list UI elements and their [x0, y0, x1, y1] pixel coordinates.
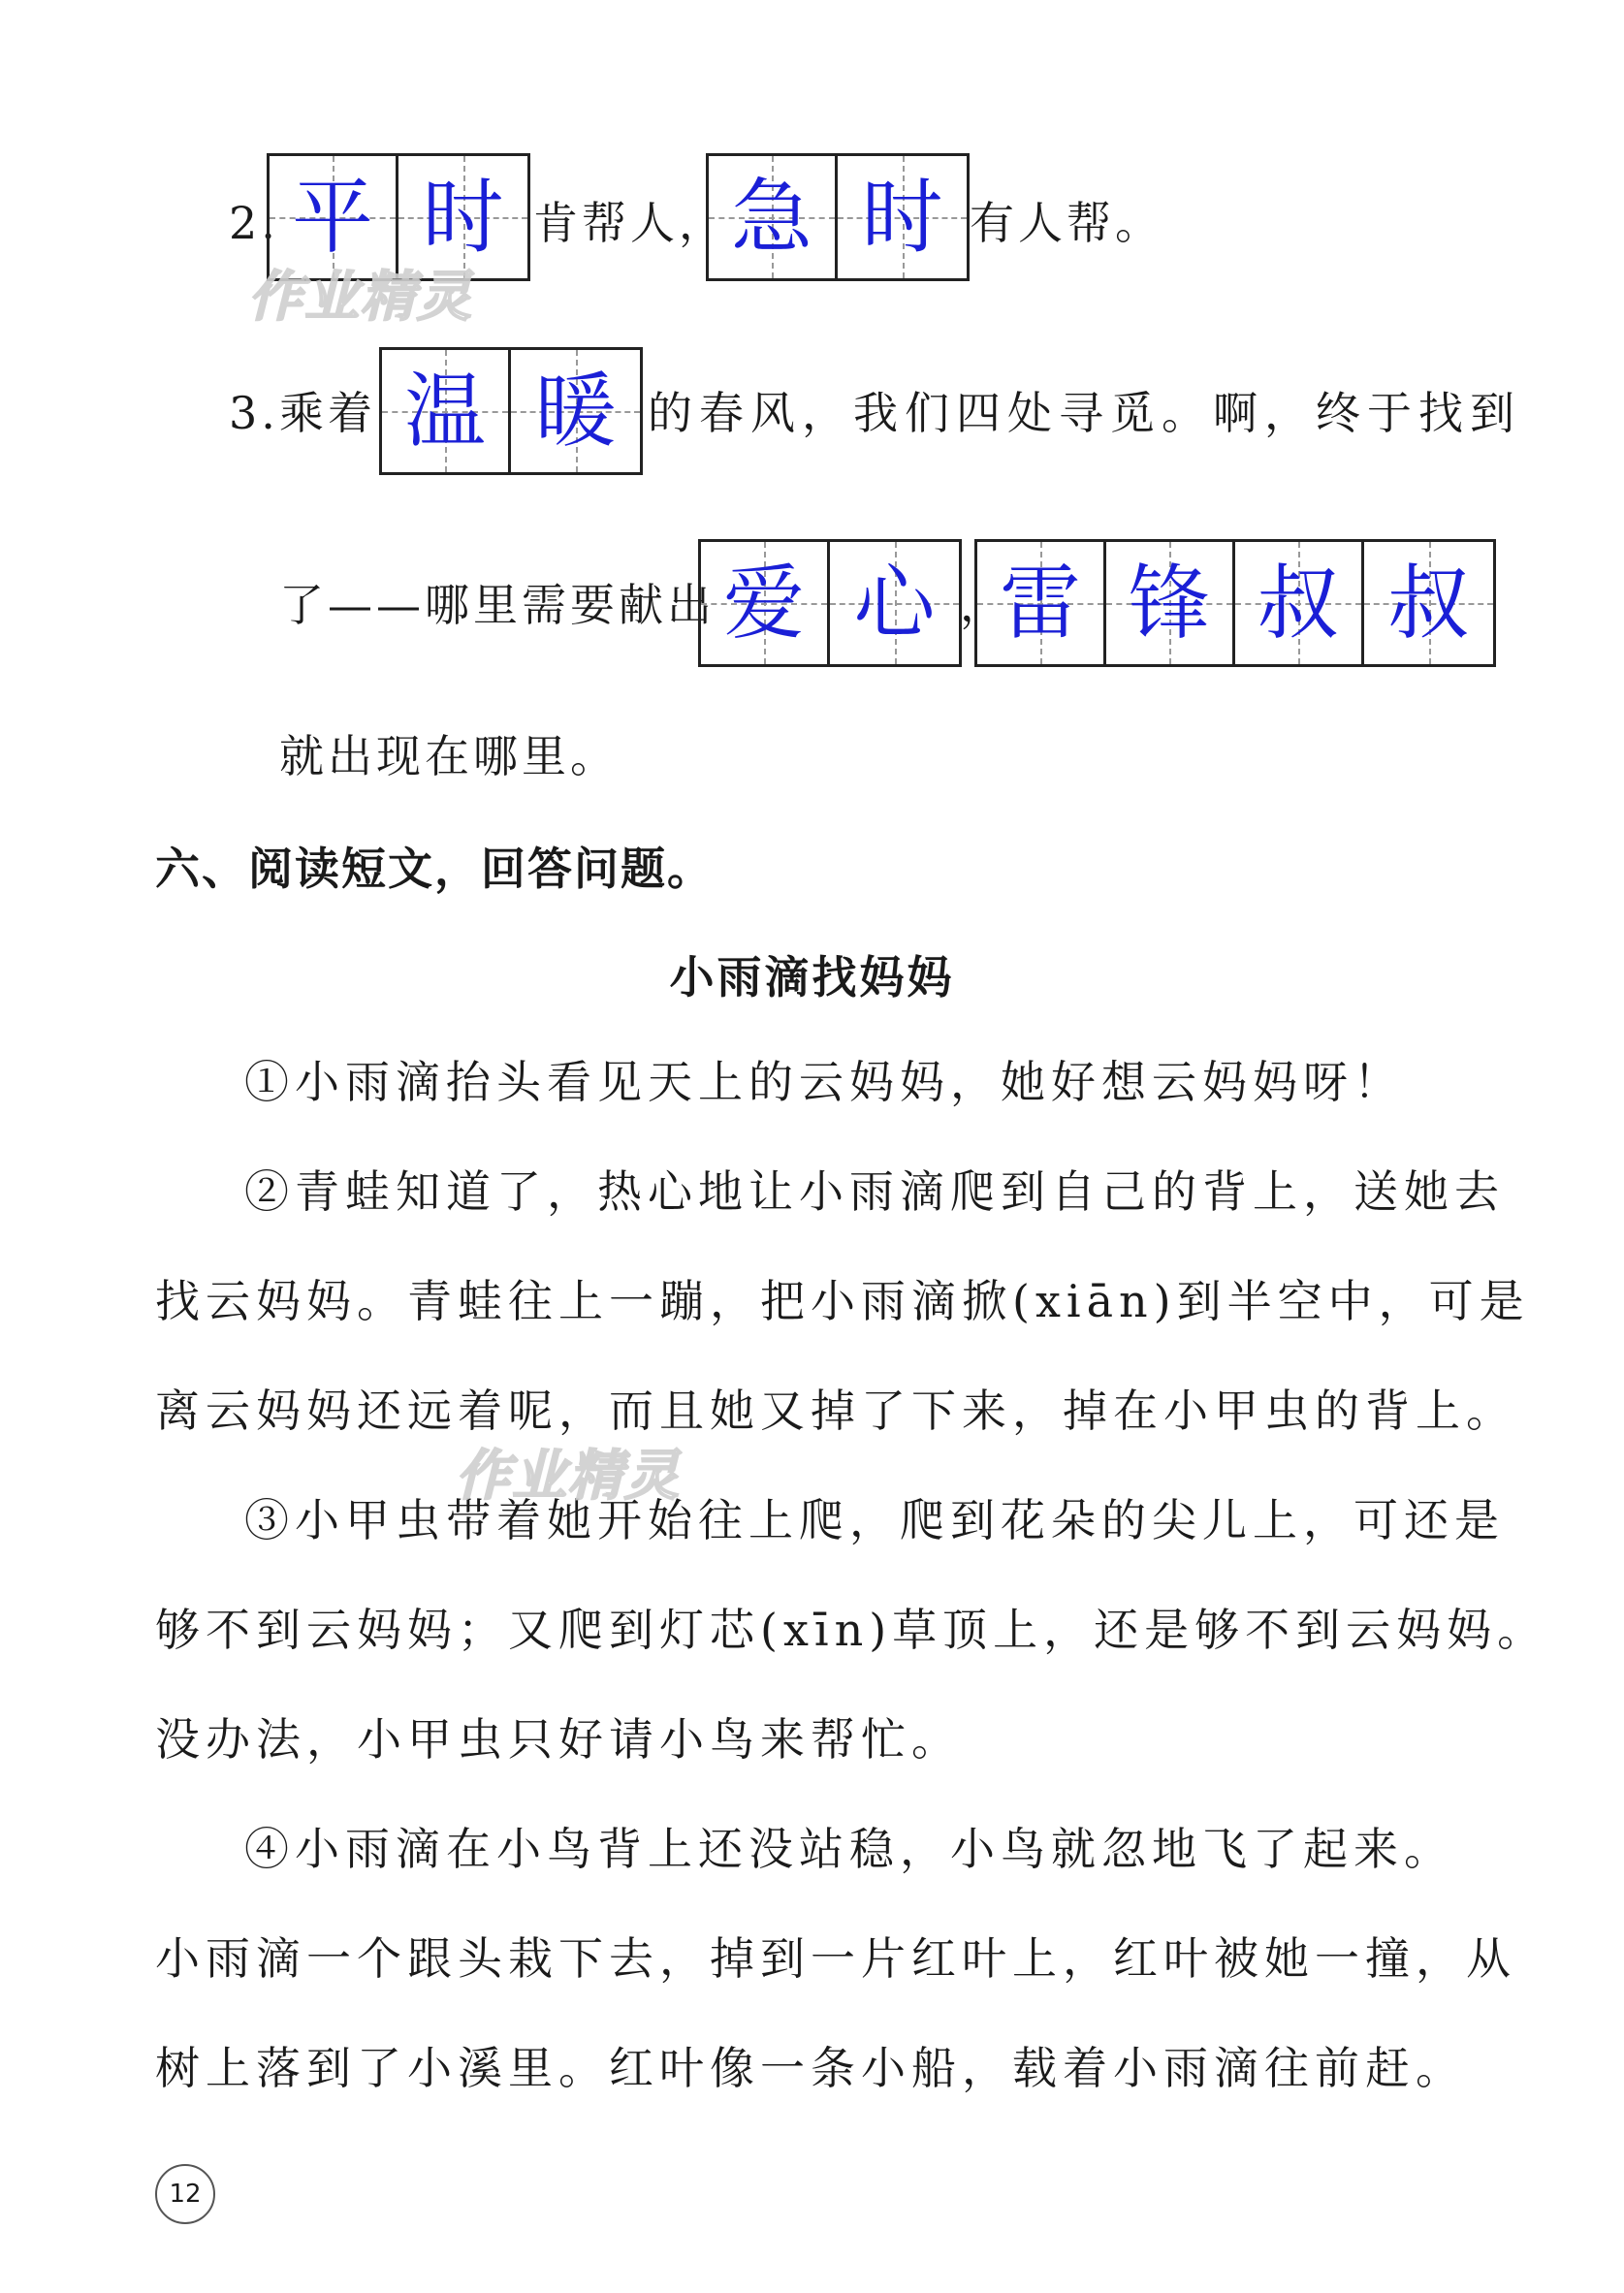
answer-cell: [1106, 542, 1235, 664]
answer-char: 叔: [1387, 556, 1470, 651]
passage-line: ④小雨滴在小鸟背上还没站稳，小鸟就忽地飞了起来。: [244, 1823, 1454, 1875]
answer-char: 雷: [999, 556, 1081, 651]
section-heading: 六、阅读短文，回答问题。: [155, 843, 714, 895]
passage-line: 没办法，小甲虫只好请小鸟来帮忙。: [155, 1713, 962, 1766]
answer-char: 时: [422, 170, 504, 265]
q3-answer-grid-3: [974, 539, 1496, 667]
q2-end-text: 有人帮。: [970, 197, 1163, 249]
answer-cell: [709, 156, 838, 278]
q3-prefix: 乘着: [279, 387, 376, 439]
q3-comma: ，: [960, 579, 1008, 631]
q3-line3: 就出现在哪里。: [279, 730, 619, 782]
answer-char: 急: [730, 170, 812, 265]
passage-line: ②青蛙知道了，热心地让小雨滴爬到自己的背上，送她去: [244, 1165, 1505, 1218]
passage-line: 小雨滴一个跟头栽下去，掉到一片红叶上，红叶被她一撞，从: [155, 1932, 1516, 1985]
answer-char: 爱: [722, 556, 805, 651]
q3-line2-prefix: 了——哪里需要献出: [279, 579, 716, 631]
answer-char: 锋: [1128, 556, 1210, 651]
answer-cell: [511, 350, 640, 472]
answer-char: 时: [861, 170, 943, 265]
q2-middle-text: 肯帮人，: [533, 197, 727, 249]
answer-cell: [701, 542, 830, 664]
page-number: 12: [155, 2164, 215, 2224]
passage-line: 离云妈妈还远着呢，而且她又掉了下来，掉在小甲虫的背上。: [155, 1385, 1516, 1437]
q3-answer-grid-2: [698, 539, 962, 667]
q3-suffix: 的春风，我们四处寻觅。啊，终于找到: [648, 387, 1521, 439]
answer-cell: [830, 542, 959, 664]
answer-cell: [1235, 542, 1364, 664]
passage-line: ③小甲虫带着她开始往上爬，爬到花朵的尖儿上，可还是: [244, 1494, 1505, 1546]
answer-char: 暖: [534, 364, 617, 459]
passage-title: 小雨滴找妈妈: [669, 951, 955, 1003]
answer-char: 心: [853, 556, 936, 651]
passage-line: ①小雨滴抬头看见天上的云妈妈，她好想云妈妈呀！: [244, 1056, 1404, 1108]
answer-char: 叔: [1257, 556, 1339, 651]
watermark: 作业精灵: [248, 266, 473, 329]
passage-line: 树上落到了小溪里。红叶像一条小船，载着小雨滴往前赶。: [155, 2042, 1466, 2094]
passage-line: 够不到云妈妈；又爬到灯芯(xīn)草顶上，还是够不到云妈妈。: [155, 1604, 1548, 1656]
watermark: 作业精灵: [456, 1445, 681, 1508]
answer-char: 温: [403, 364, 486, 459]
answer-cell: [382, 350, 511, 472]
q3-number: 3.: [229, 387, 279, 439]
answer-char: 平: [291, 170, 373, 265]
passage-body: [155, 1028, 1548, 2123]
answer-cell: [1364, 542, 1493, 664]
answer-cell: [977, 542, 1106, 664]
q3-answer-grid-1: [379, 347, 643, 475]
passage-line: 找云妈妈。青蛙往上一蹦，把小雨滴掀(xiān)到半空中，可是: [155, 1275, 1530, 1327]
q2-number: 2.: [229, 197, 279, 249]
q2-answer-grid-2: [706, 153, 970, 281]
answer-cell: [838, 156, 967, 278]
